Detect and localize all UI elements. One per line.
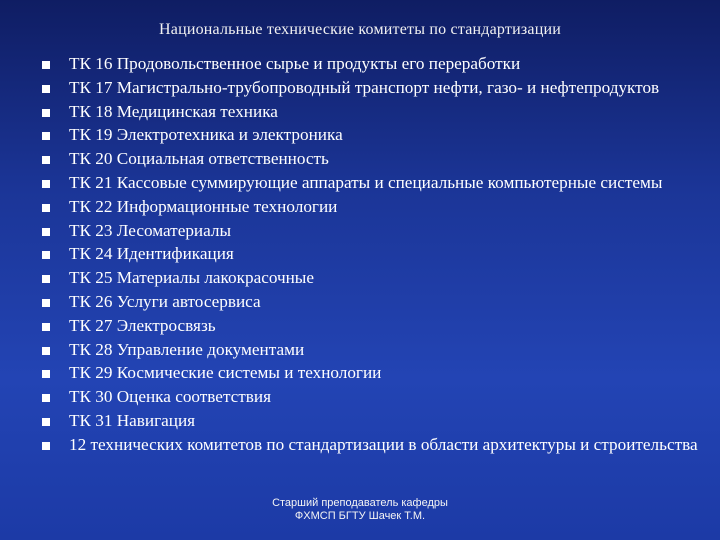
list-item-text: ТК 28 Управление документами [69, 339, 305, 359]
list-item [42, 100, 702, 124]
list-item [42, 338, 702, 362]
footer-line-2: ФХМСП БГТУ Шачек Т.М. [294, 510, 426, 522]
square-bullet-icon [42, 418, 50, 426]
list-item-text: ТК 31 Навигация [69, 410, 196, 430]
list-item-text: ТК 26 Услуги автосервиса [69, 291, 261, 311]
square-bullet-icon [42, 275, 50, 283]
list-item [42, 409, 702, 433]
square-bullet-icon [42, 394, 50, 402]
footer-note [230, 497, 490, 523]
square-bullet-icon [42, 156, 50, 164]
list-item [42, 123, 702, 147]
square-bullet-icon [42, 132, 50, 140]
list-item-text: ТК 19 Электротехника и электроника [69, 125, 343, 145]
square-bullet-icon [42, 61, 50, 69]
list-item [42, 266, 702, 290]
list-item-text: ТК 23 Лесоматериалы [69, 220, 232, 240]
list-item [42, 242, 702, 266]
list-item-text: ТК 22 Информационные технологии [69, 196, 338, 216]
square-bullet-icon [42, 109, 50, 117]
square-bullet-icon [42, 251, 50, 259]
square-bullet-icon [42, 299, 50, 307]
list-item-text: ТК 21 Кассовые суммирующие аппараты и специальные компьютерные системы [69, 172, 663, 192]
square-bullet-icon [42, 370, 50, 378]
list-item-text: ТК 20 Социальная ответственность [69, 149, 329, 169]
committee-list [42, 52, 702, 457]
list-item-text: ТК 18 Медицинская техника [69, 101, 278, 121]
list-item-text: ТК 16 Продовольственное сырье и продукты его переработки [69, 54, 521, 73]
square-bullet-icon [42, 204, 50, 212]
square-bullet-icon [42, 85, 50, 93]
square-bullet-icon [42, 347, 50, 355]
list-item [42, 195, 702, 219]
list-item-text: ТК 24 Идентификация [69, 244, 234, 264]
list-item [42, 76, 702, 100]
list-item [42, 171, 702, 195]
list-item [42, 314, 702, 338]
list-item-text: ТК 30 Оценка соответствия [69, 387, 272, 407]
list-item-text: ТК 25 Материалы лакокрасочные [69, 268, 314, 288]
list-item-text: ТК 29 Космические системы и технологии [69, 363, 382, 383]
list-item [42, 433, 702, 457]
square-bullet-icon [42, 323, 50, 331]
list-item-text: ТК 27 Электросвязь [69, 315, 216, 335]
list-item [42, 219, 702, 243]
list-item-text: 12 технических комитетов по стандартизации в области архитектуры и строительства [69, 434, 698, 454]
square-bullet-icon [42, 228, 50, 236]
list-item [42, 147, 702, 171]
square-bullet-icon [42, 180, 50, 188]
slide-title: Национальные технические комитеты по стандартизации [159, 21, 561, 38]
list-item [42, 385, 702, 409]
list-item-text: ТК 17 Магистрально-трубопроводный транспорт нефти, газо- и нефтепродуктов [69, 77, 660, 97]
list-item [42, 290, 702, 314]
list-item [42, 52, 702, 76]
footer-line-1: Старший преподаватель кафедры [272, 497, 448, 509]
square-bullet-icon [42, 442, 50, 450]
list-item [42, 361, 702, 385]
